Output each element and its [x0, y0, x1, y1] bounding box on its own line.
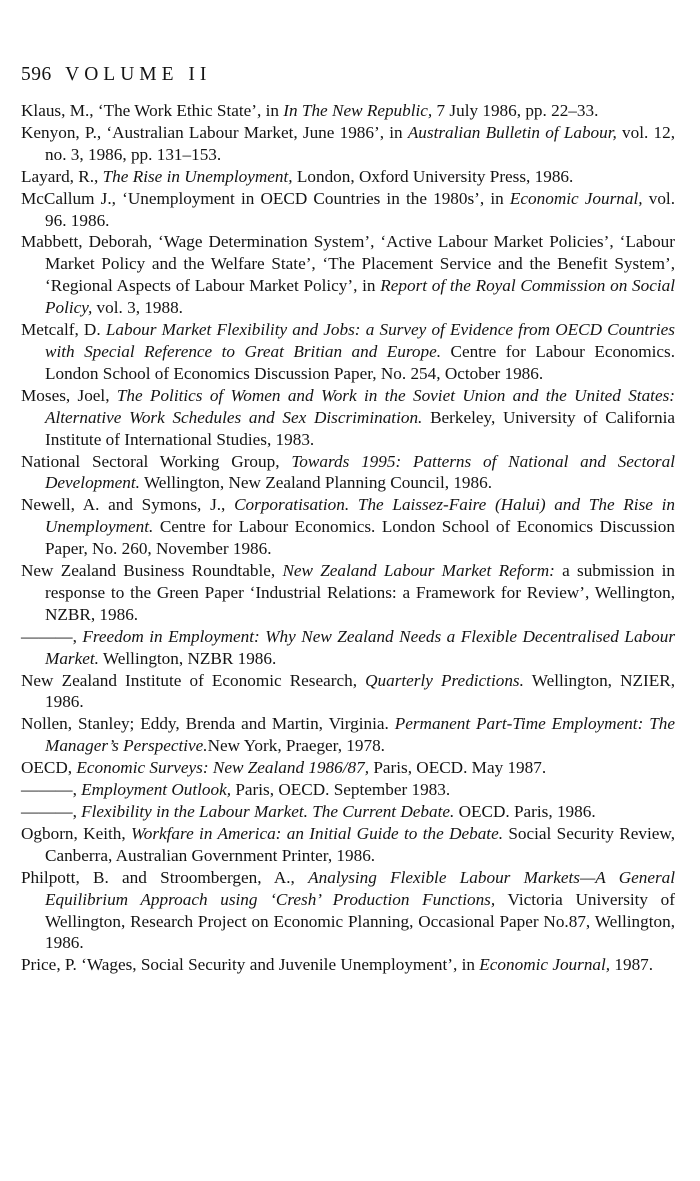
volume-title: VOLUME II: [65, 64, 212, 85]
reference-entry: [21, 231, 675, 319]
reference-entry: [21, 188, 675, 232]
reference-text: OECD,: [21, 758, 77, 778]
reference-text: Metcalf, D.: [21, 320, 106, 340]
reference-text: a submission in response to the Green Paper ‘Industrial Relations: a Framework for Review’, Wellington, NZBR, 1986.: [45, 561, 675, 624]
reference-title: Labour Market Flexibility and Jobs: a Survey of Evidence from OECD Countries with Special Reference to Great Britian and Europe.: [45, 320, 675, 361]
running-header: [21, 64, 211, 86]
reference-list: [21, 100, 675, 976]
reference-title: Freedom in Employment: Why New Zealand Needs a Flexible Decentralised Labour Market.: [45, 626, 676, 668]
reference-entry: [21, 954, 675, 976]
reference-text: Berkeley, University of California Institute of International Studies, 1983.: [45, 407, 675, 449]
reference-title: Economic Surveys: New Zealand 1986/87,: [76, 758, 370, 778]
reference-text: Mabbett, Deborah, ‘Wage Determination System’, ‘Active Labour Market Policies’, ‘Labour Market Policy and the Welfare State’, ‘The Placement Service and the Benefit System’, ‘Regional Aspects of Labour Market Policy’, in: [21, 232, 675, 296]
reference-text: Paris, OECD. May 1987.: [369, 758, 547, 778]
reference-title: Analysing Flexible Labour Markets—A General Equilibrium Approach using ‘Cresh’ Production Functions,: [45, 867, 676, 909]
reference-entry: [21, 779, 675, 801]
reference-text: ———,: [21, 626, 83, 646]
reference-text: New York, Praeger, 1978.: [207, 736, 385, 756]
reference-text: OECD. Paris, 1986.: [454, 802, 596, 821]
reference-entry: [21, 801, 675, 823]
reference-entry: [21, 385, 675, 451]
reference-text: Wellington, NZIER, 1986.: [45, 670, 675, 712]
reference-entry: [21, 319, 675, 385]
reference-title: The Rise in Unemployment,: [102, 166, 293, 186]
reference-text: Social Security Review, Canberra, Australian Government Printer, 1986.: [45, 823, 675, 865]
reference-text: vol. 96. 1986.: [45, 188, 675, 230]
reference-title: Corporatisation. The Laissez-Faire (Halui) and The Rise in Unemployment.: [45, 495, 675, 537]
reference-title: Workfare in America: an Initial Guide to the Debate.: [131, 823, 504, 843]
reference-title: In The New Republic,: [283, 101, 433, 120]
reference-title: Economic Journal,: [509, 188, 643, 208]
reference-text: ———,: [21, 780, 82, 800]
reference-entry: [21, 494, 675, 560]
reference-text: Klaus, M., ‘The Work Ethic State’, in: [21, 101, 284, 120]
reference-entry: [21, 100, 675, 122]
reference-title: Permanent Part-Time Employment: The Manager’s Perspective.: [45, 714, 675, 756]
reference-text: London, Oxford University Press, 1986.: [292, 166, 574, 186]
reference-text: Philpott, B. and Stroombergen, A.,: [21, 867, 309, 887]
reference-text: ———,: [21, 802, 82, 821]
reference-text: Price, P. ‘Wages, Social Security and Juvenile Unemployment’, in: [21, 955, 480, 975]
reference-entry: [21, 713, 675, 757]
reference-entry: [21, 122, 675, 166]
reference-text: New Zealand Business Roundtable,: [21, 561, 283, 581]
reference-text: Ogborn, Keith,: [21, 823, 131, 843]
reference-entry: [21, 823, 675, 867]
reference-title: Flexibility in the Labour Market. The Current Debate.: [81, 802, 455, 821]
reference-title: Employment Outlook,: [81, 780, 232, 800]
reference-entry: [21, 451, 675, 495]
reference-title: New Zealand Labour Market Reform:: [282, 561, 555, 581]
reference-text: New Zealand Institute of Economic Research,: [21, 670, 366, 690]
reference-title: The Politics of Women and Work in the Soviet Union and the United States: Alternative Work Schedules and Sex Discrimination.: [45, 385, 675, 427]
reference-entry: [21, 560, 675, 626]
reference-entry: [21, 757, 675, 779]
reference-text: vol. 12, no. 3, 1986, pp. 131–153.: [45, 122, 675, 164]
reference-text: McCallum J., ‘Unemployment in OECD Countries in the 1980s’, in: [21, 188, 510, 208]
page-number: 596: [21, 64, 52, 85]
reference-text: Paris, OECD. September 1983.: [231, 780, 451, 800]
reference-title: Towards 1995: Patterns of National and Sectoral Development.: [45, 451, 675, 493]
reference-entry: [21, 670, 675, 714]
reference-text: vol. 3, 1988.: [92, 298, 183, 318]
reference-text: Centre for Labour Economics. London School of Economics Discussion Paper, No. 254, October 1986.: [45, 341, 676, 383]
reference-text: Nollen, Stanley; Eddy, Brenda and Martin, Virginia.: [21, 714, 395, 734]
reference-text: Wellington, NZBR 1986.: [98, 648, 277, 668]
reference-text: Kenyon, P., ‘Australian Labour Market, June 1986’, in: [21, 122, 408, 142]
reference-entry: [21, 626, 675, 670]
reference-text: Wellington, New Zealand Planning Council, 1986.: [139, 473, 492, 493]
reference-text: Victoria University of Wellington, Research Project on Economic Planning, Occasional Paper No.87, Wellington, 1986.: [45, 889, 675, 953]
reference-entry: [21, 867, 675, 955]
reference-text: Newell, A. and Symons, J.,: [21, 495, 235, 515]
reference-title: Australian Bulletin of Labour,: [407, 122, 617, 142]
reference-text: 7 July 1986, pp. 22–33.: [432, 101, 599, 120]
reference-text: National Sectoral Working Group,: [21, 451, 292, 471]
reference-title: Report of the Royal Commission on Social Policy,: [45, 276, 676, 318]
reference-text: 1987.: [610, 955, 654, 975]
reference-text: Layard, R.,: [21, 166, 103, 186]
reference-text: Centre for Labour Economics. London School of Economics Discussion Paper, No. 260, November 1986.: [45, 517, 675, 559]
reference-text: Moses, Joel,: [21, 385, 117, 405]
reference-title: Quarterly Predictions.: [365, 670, 524, 690]
reference-entry: [21, 166, 675, 188]
reference-title: Economic Journal,: [479, 955, 611, 975]
